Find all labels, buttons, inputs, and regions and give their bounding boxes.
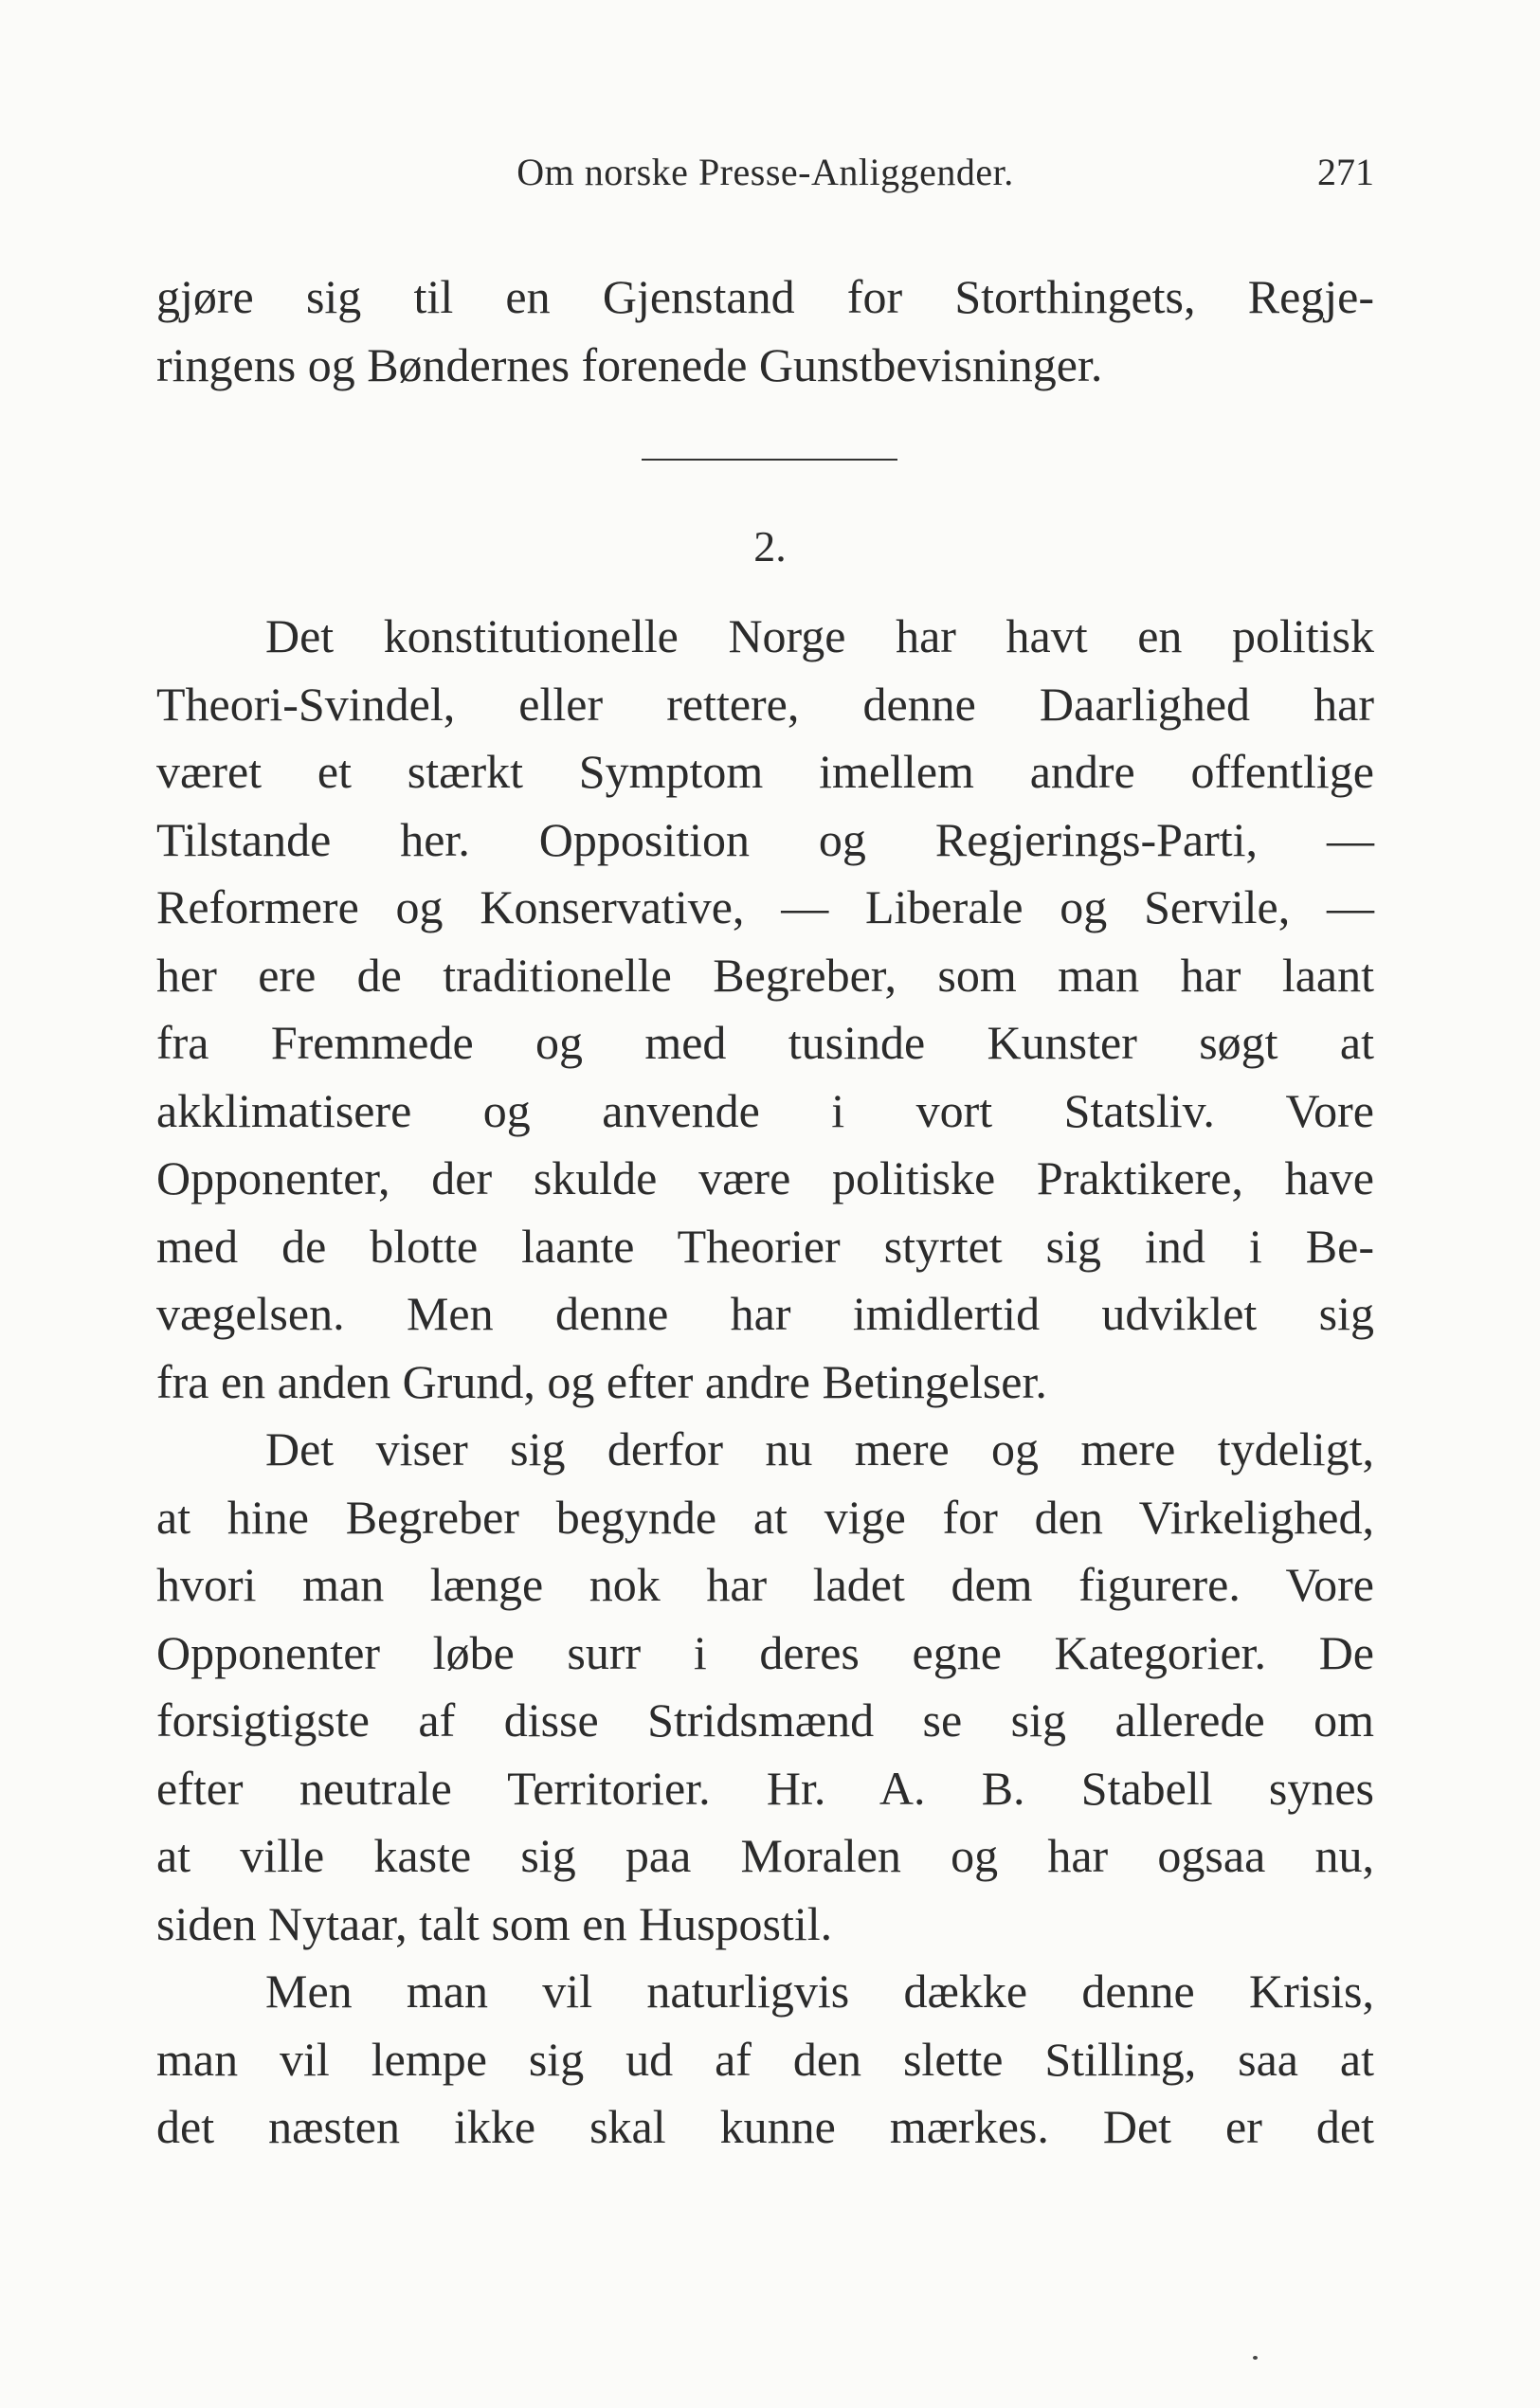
text-line: Opponenter, der skulde være politiske Praktikere, have	[156, 1151, 1374, 1204]
text-line: Det konstitutionelle Norge har havt en politisk	[265, 609, 1374, 662]
text-line: Opponenter løbe surr i deres egne Kategorier. De	[156, 1625, 1374, 1679]
text-line: siden Nytaar, talt som en Huspostil.	[156, 1896, 833, 1950]
text-line: forsigtigste af disse Stridsmænd se sig allerede om	[156, 1693, 1374, 1747]
text-line: været et stærkt Symptom imellem andre offentlige	[156, 745, 1374, 798]
paragraph	[156, 1416, 1374, 1958]
text-line: akklimatisere og anvende i vort Statsliv. Vore	[156, 1083, 1374, 1137]
text-line: fra en anden Grund, og efter andre Betingelser.	[156, 1354, 1047, 1408]
text-line: at ville kaste sig paa Moralen og har ogsaa nu,	[156, 1829, 1374, 1882]
text-line: Tilstande her. Opposition og Regjerings-Parti, —	[156, 812, 1374, 866]
section-divider	[642, 459, 897, 461]
text-line: her ere de traditionelle Begreber, som man har laant	[156, 948, 1374, 1002]
section-number: 2.	[753, 522, 787, 570]
text-line: Men man vil naturligvis dække denne Krisis,	[265, 1964, 1374, 2018]
print-speck	[1253, 2356, 1258, 2360]
text-line: Theori-Svindel, eller rettere, denne Daarlighed har	[156, 677, 1374, 731]
text-line: vægelsen. Men denne har imidlertid udviklet sig	[156, 1287, 1374, 1340]
text-line: fra Fremmede og med tusinde Kunster søgt at	[156, 1016, 1374, 1069]
continuation-text	[156, 263, 1374, 399]
paragraph	[156, 603, 1374, 1416]
text-line: ringens og Bøndernes forenede Gunstbevisninger.	[156, 337, 1103, 391]
section-body	[156, 603, 1374, 2162]
running-head	[156, 150, 1374, 197]
text-line: at hine Begreber begynde at vige for den Virkelighed,	[156, 1490, 1374, 1544]
text-line: gjøre sig til en Gjenstand for Storthingets, Regje-	[156, 270, 1374, 323]
text-line: man vil lempe sig ud af den slette Stilling, saa at	[156, 2032, 1374, 2086]
paragraph	[156, 1958, 1374, 2162]
text-line: hvori man længe nok har ladet dem figurere. Vore	[156, 1558, 1374, 1611]
text-line: det næsten ikke skal kunne mærkes. Det er det	[156, 2100, 1374, 2153]
running-title: Om norske Presse-Anliggender.	[516, 151, 1014, 193]
text-line: Det viser sig derfor nu mere og mere tydeligt,	[265, 1422, 1374, 1476]
text-line: efter neutrale Territorier. Hr. A. B. Stabell synes	[156, 1761, 1374, 1815]
text-line: med de blotte laante Theorier styrtet sig ind i Be-	[156, 1219, 1374, 1273]
text-line: Reformere og Konservative, — Liberale og Servile, —	[156, 880, 1374, 933]
page-number: 271	[1317, 151, 1374, 193]
